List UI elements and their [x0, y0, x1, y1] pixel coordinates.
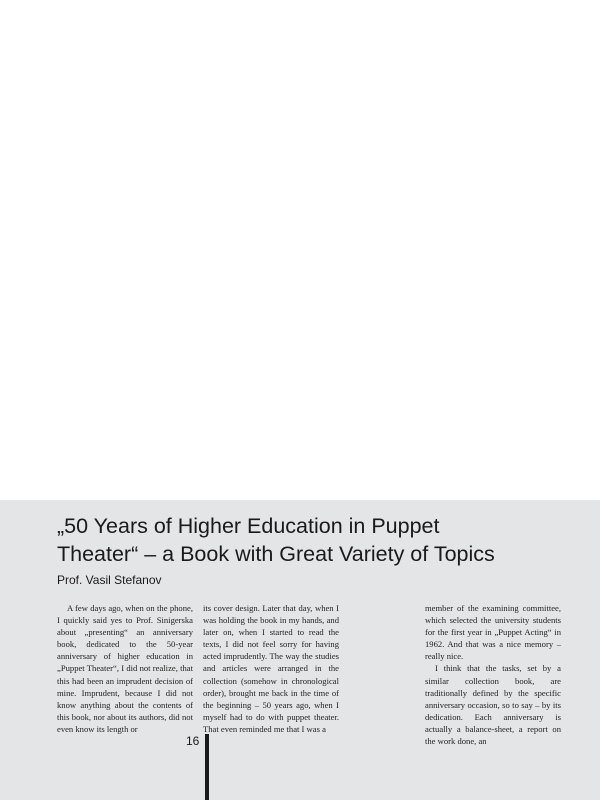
page-number: 16 — [186, 734, 200, 748]
article-title-line-1: „50 Years of Higher Education in Puppet — [57, 514, 440, 538]
paragraph: member of the examining committee, which selected the university students for the first year in „Puppet Acting“ in 1962. And that was a nice memory – really nice. — [425, 603, 561, 662]
text-column-2 — [203, 602, 339, 735]
article-title-line-2: Theater“ – a Book with Great Variety of Topics — [57, 542, 495, 566]
text-column-3 — [425, 602, 561, 747]
article-author: Prof. Vasil Stefanov — [57, 573, 162, 587]
paragraph: its cover design. Later that day, when I was holding the book in my hands, and later on, when I started to read the texts, I did not feel sorry for having acted imprudently. The way the studies and articles were arranged in the collection (somehow in chronological order), brought me back in the time of the beginning – 50 years ago, when I myself had to do with puppet theater. That even reminded me that I was a — [203, 603, 339, 734]
page-number-rule — [205, 734, 209, 800]
article-title — [57, 512, 577, 568]
paragraph: A few days ago, when on the phone, I quickly said yes to Prof. Sinigerska about „presenting“ an anniversary book, dedicated to the 50-year anniversary of higher education in „Puppet Theater“, I did not realize, that this had been an imprudent decision of mine. Imprudent, because I did not know anything about the contents of this book, nor about its authors, did not even know its length or — [57, 603, 193, 734]
text-column-1 — [57, 602, 193, 735]
paragraph: I think that the tasks, set by a similar collection book, are traditionally defined by the specific anniversary occasion, so to say – by its dedication. Each anniversary is actually a balance-sheet, a report on the work done, an — [425, 663, 561, 747]
